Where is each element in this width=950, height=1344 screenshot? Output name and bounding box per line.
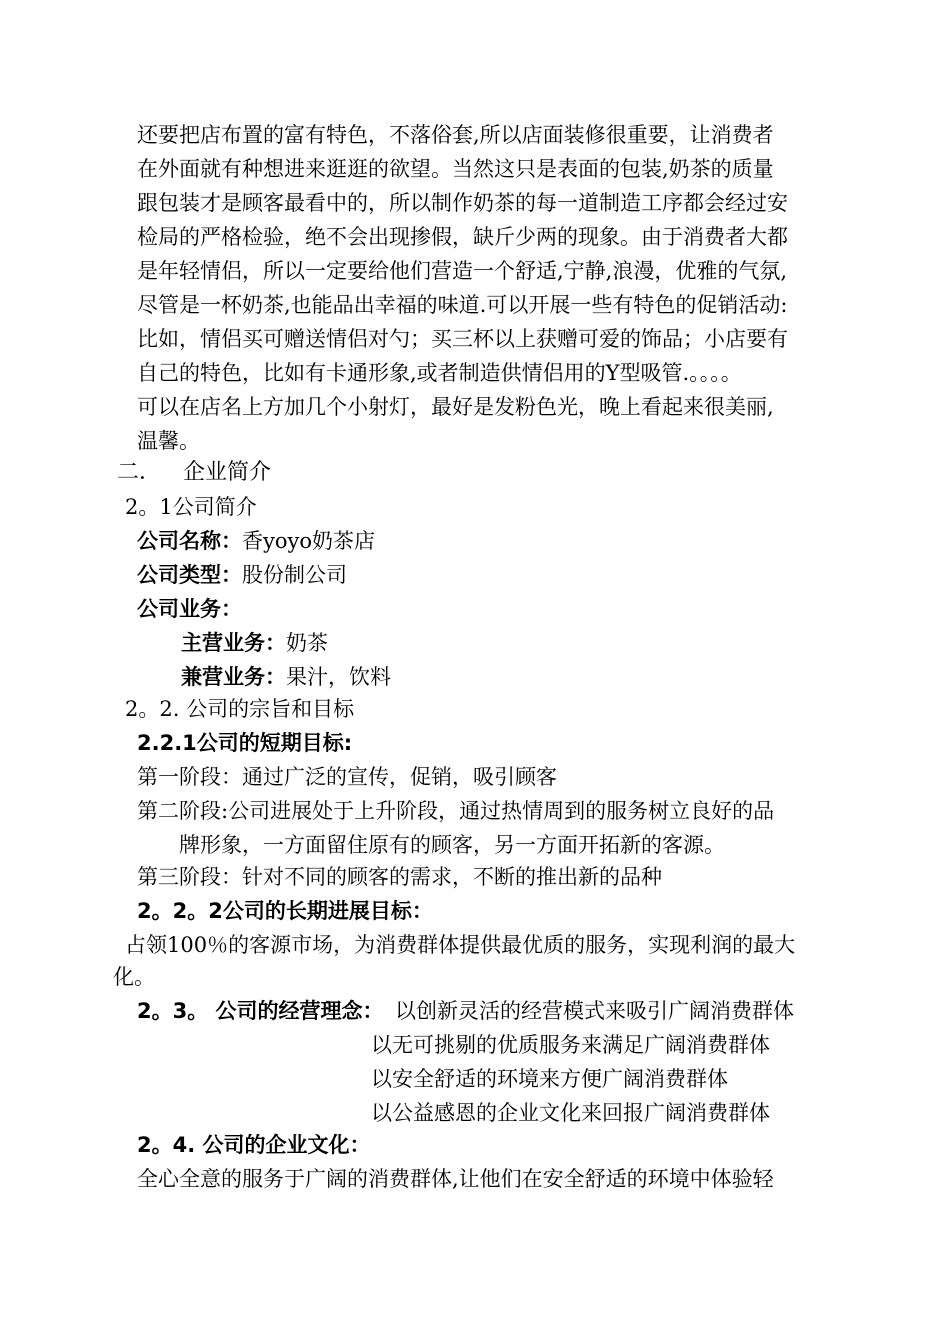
company-type-row <box>137 558 347 592</box>
intro-line-1: 还要把店布置的富有特色，不落俗套,所以店面装修很重要，让消费者 <box>137 123 774 147</box>
intro-line-9: 可以在店名上方加几个小射灯，最好是发粉色光，晚上看起来很美丽, <box>137 395 774 419</box>
company-name-row <box>137 524 375 558</box>
subsection-2-4-heading: 2。4. 公司的企业文化： <box>137 1133 371 1157</box>
intro-line-2: 在外面就有种想进来逛逛的欲望。当然这只是表面的包装,奶茶的质量 <box>137 157 774 181</box>
intro-line-3: 跟包装才是顾客最看中的，所以制作奶茶的每一道制造工序都会经过安 <box>137 191 788 215</box>
culture-line-1: 全心全意的服务于广阔的消费群体,让他们在安全舒适的环境中体验轻 <box>137 1167 774 1191</box>
main-business-row <box>181 626 328 660</box>
company-name-value: 香yoyo奶茶店 <box>242 529 376 553</box>
section-title: 企业简介 <box>183 460 272 485</box>
stage-2-text-line-1: 第二阶段:公司进展处于上升阶段，通过热情周到的服务树立良好的品 <box>137 799 775 823</box>
main-business-value: 奶茶 <box>286 631 328 655</box>
intro-line-4: 检局的严格检验，绝不会出现掺假，缺斤少两的现象。由于消费者大都 <box>137 225 788 249</box>
section-number: 二． <box>117 460 162 485</box>
intro-line-8: 自己的特色，比如有卡通形象,或者制造供情侣用的Y型吸管.。。。。 <box>137 361 742 385</box>
intro-line-5: 是年轻情侣，所以一定要给他们营造一个舒适,宁静,浪漫，优雅的气氛, <box>137 259 788 283</box>
stage-1-text: 第一阶段：通过广泛的宣传，促销，吸引顾客 <box>137 765 557 789</box>
long-term-line-2: 化。 <box>113 965 155 989</box>
philosophy-item-2: 以无可挑剔的优质服务来满足广阔消费群体 <box>371 1033 770 1057</box>
main-business-label: 主营业务： <box>181 631 286 655</box>
philosophy-item-3: 以安全舒适的环境来方便广阔消费群体 <box>371 1067 728 1091</box>
subsection-2-1-heading: 2。1公司简介 <box>125 495 257 519</box>
subsection-2-2-heading: 2。2. 公司的宗旨和目标 <box>125 697 355 721</box>
company-business-label: 公司业务： <box>137 597 242 621</box>
company-type-label: 公司类型： <box>137 563 242 587</box>
side-business-value: 果汁，饮料 <box>286 665 391 689</box>
company-name-label: 公司名称： <box>137 529 242 553</box>
side-business-label: 兼营业务： <box>181 665 286 689</box>
intro-line-6: 尽管是一杯奶茶,也能品出幸福的味道.可以开展一些有特色的促销活动: <box>137 293 788 317</box>
stage-3-text: 第三阶段：针对不同的顾客的需求，不断的推出新的品种 <box>137 865 662 889</box>
intro-line-10: 温馨。 <box>137 429 200 453</box>
side-business-row <box>181 660 391 694</box>
subsection-2-2-2-heading: 2。2。2公司的长期进展目标： <box>137 899 433 923</box>
subsection-2-2-1-heading: 2.2.1公司的短期目标: <box>137 731 353 755</box>
subsection-2-3-heading: 2。3。 公司的经营理念： <box>137 999 384 1023</box>
stage-2-text-line-2: 牌形象，一方面留住原有的顾客，另一方面开拓新的客源。 <box>179 833 725 857</box>
company-type-value: 股份制公司 <box>242 563 347 587</box>
intro-line-7: 比如，情侣买可赠送情侣对勺；买三杯以上获赠可爱的饰品；小店要有 <box>137 327 788 351</box>
philosophy-item-4: 以公益感恩的企业文化来回报广阔消费群体 <box>371 1101 770 1125</box>
long-term-line-1: 占领100％的客源市场，为消费群体提供最优质的服务，实现利润的最大 <box>125 933 796 957</box>
philosophy-item-1: 以创新灵活的经营模式来吸引广阔消费群体 <box>395 999 794 1023</box>
